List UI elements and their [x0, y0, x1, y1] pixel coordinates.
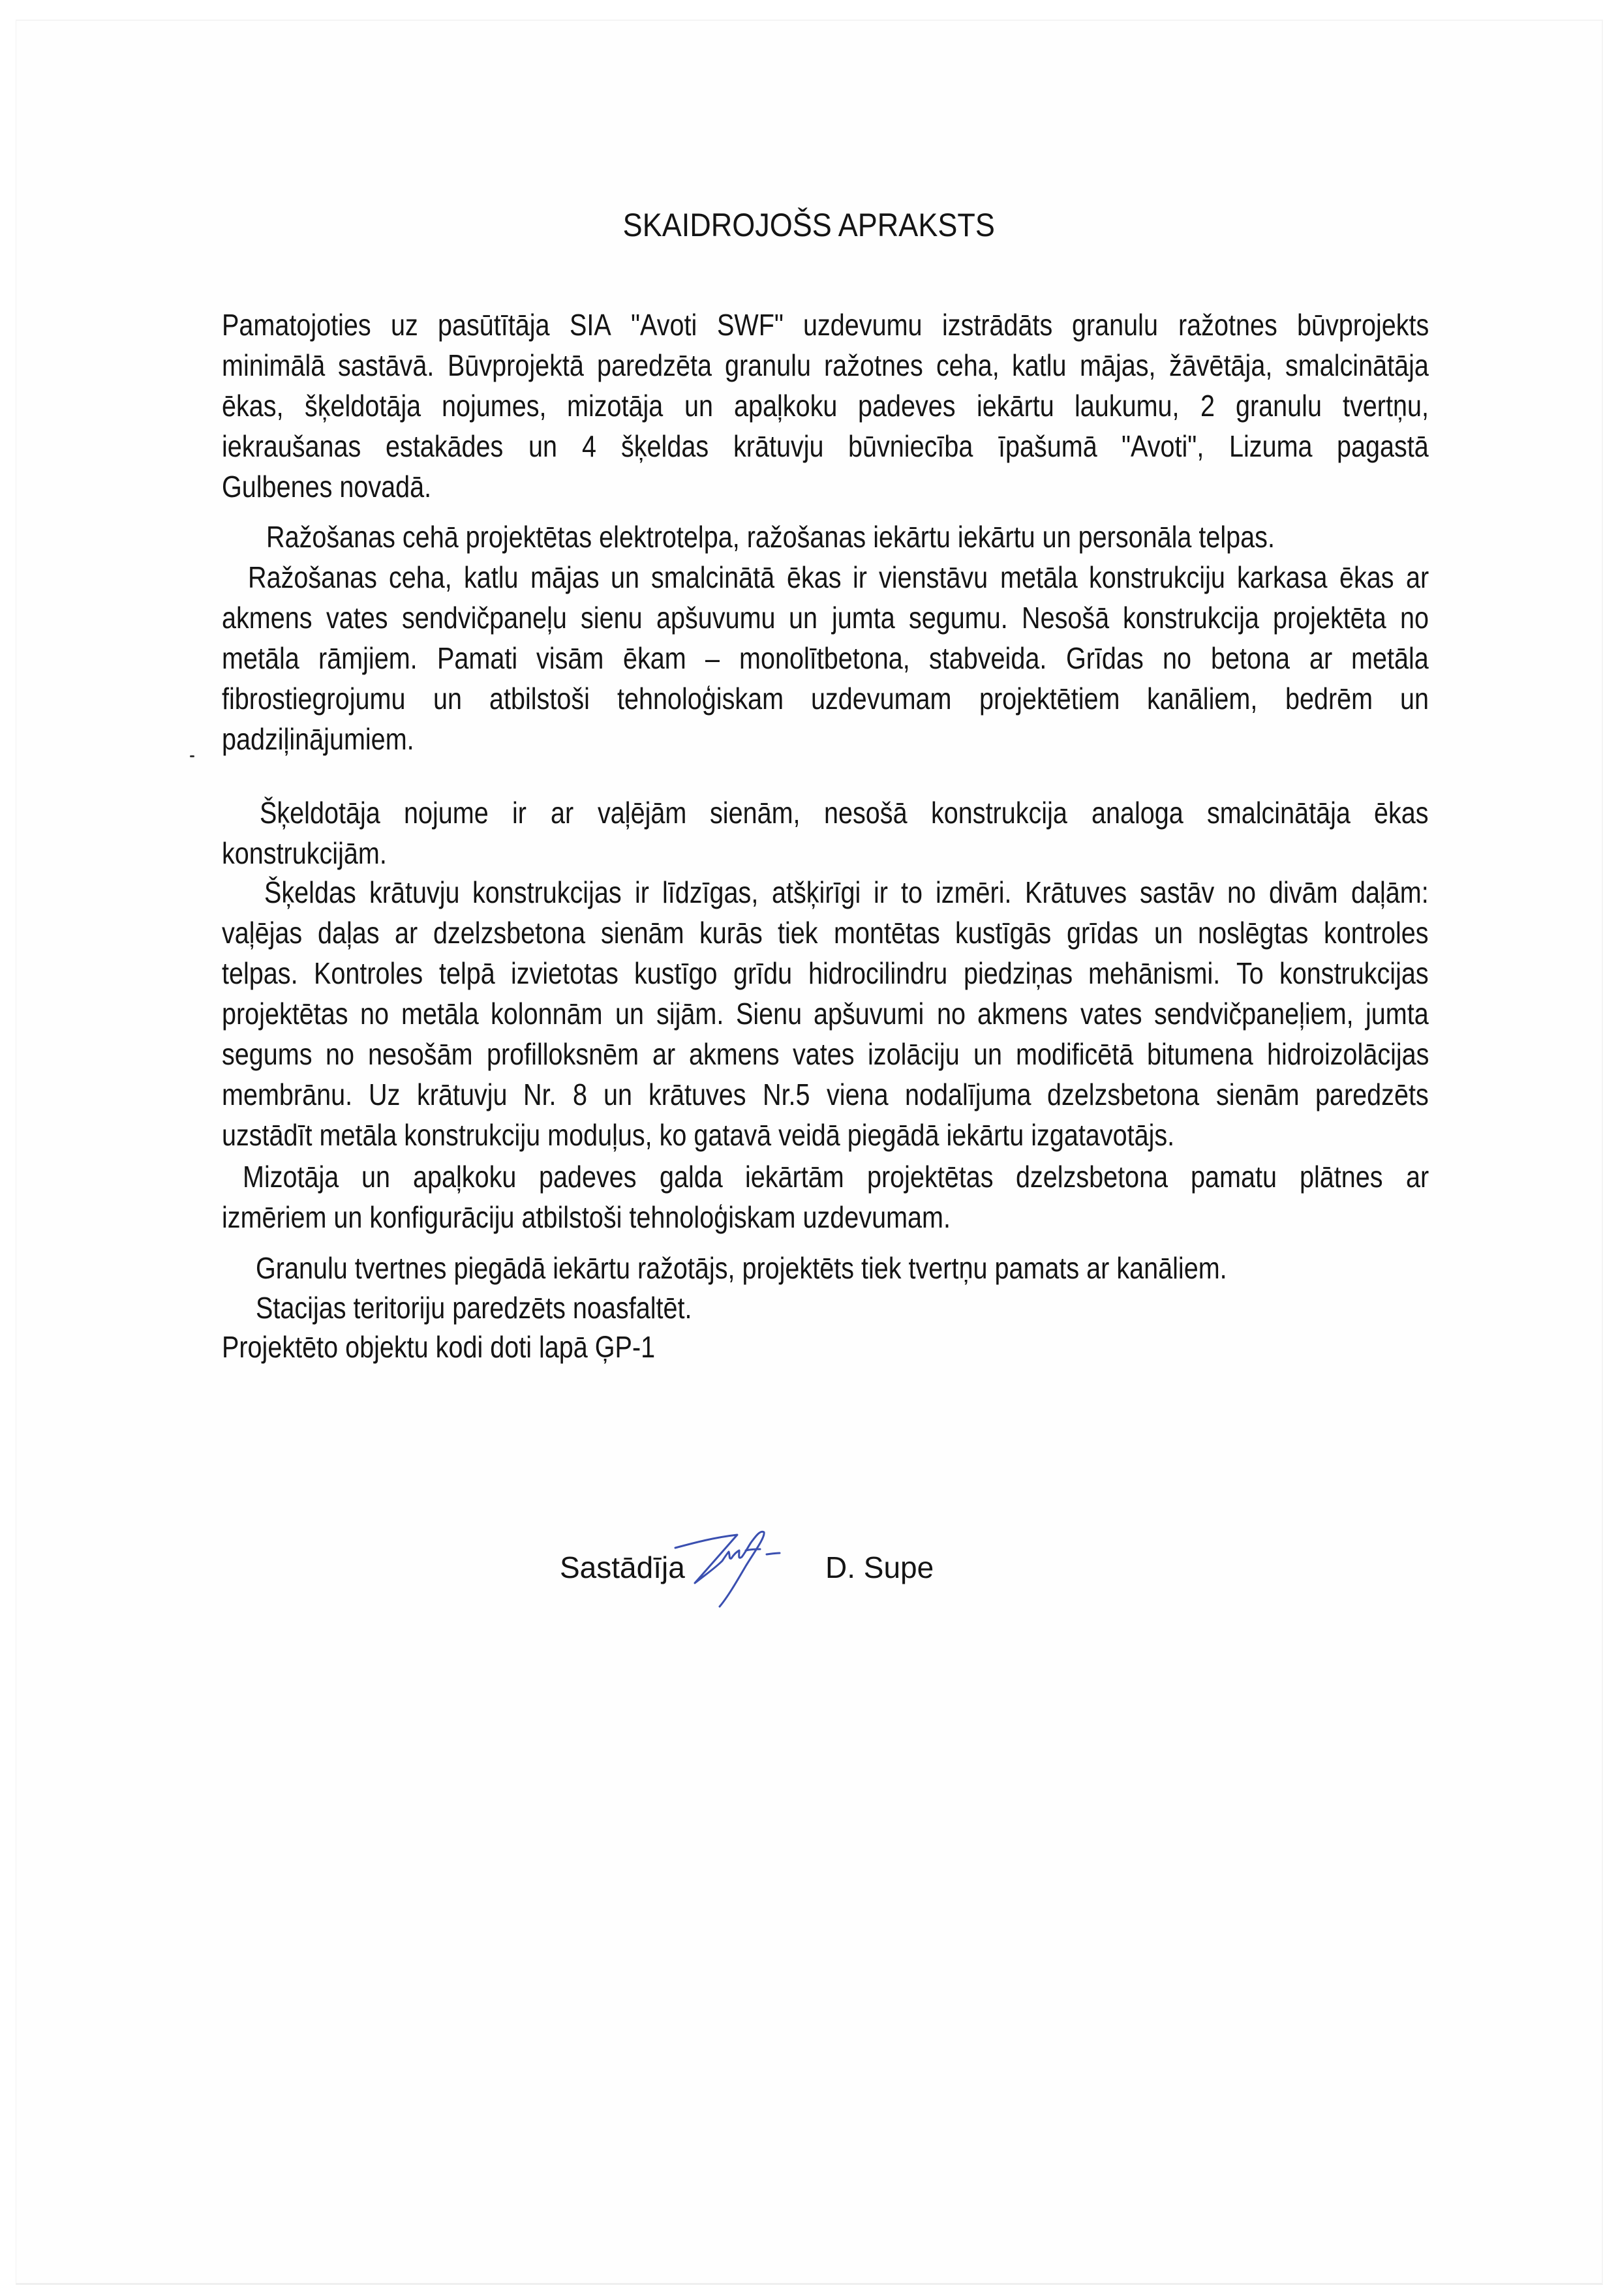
- text-line-content: Šķeldas krātuvju konstrukcijas ir līdzīgas, atšķirīgi ir to izmēri. Krātuves sastāv no divām daļām:: [264, 875, 1429, 909]
- text-line: [222, 955, 1429, 991]
- text-line-content: konstrukcijām.: [222, 836, 387, 870]
- text-line-content: minimālā sastāvā. Būvprojektā paredzēta granulu ražotnes ceha, katlu mājas, žāvētāja, smalcinātāja: [222, 348, 1429, 382]
- text-line: [222, 835, 1429, 871]
- text-line-content: fibrostiegrojumu un atbilstoši tehnoloģiskam uzdevumam projektētiem kanāliem, bedrēm un: [222, 682, 1429, 716]
- text-line: [222, 1036, 1429, 1072]
- text-line: [222, 307, 1429, 343]
- text-line: [222, 995, 1429, 1032]
- document-title-text: SKAIDROJOŠS APRAKSTS: [622, 207, 996, 243]
- text-line-content: Ražošanas ceha, katlu mājas un smalcinātā ēkas ir vienstāvu metāla konstrukciju karkasa ēkas ar: [248, 560, 1429, 594]
- text-line: [256, 1290, 1429, 1326]
- text-line-content: padziļinājumiem.: [222, 722, 414, 756]
- text-line: [266, 519, 1429, 555]
- text-line: [222, 599, 1429, 636]
- text-line-content: ēkas, šķeldotāja nojumes, mizotāja un apaļkoku padeves iekārtu laukumu, 2 granulu tvertņu,: [222, 389, 1429, 423]
- text-line: [222, 1329, 1429, 1365]
- text-line-content: Mizotāja un apaļkoku padeves galda iekārtām projektētas dzelzsbetona pamatu plātnes ar: [243, 1160, 1429, 1194]
- text-line-content: segums no nesošām profilloksnēm ar akmens vates izolāciju un modificētā bitumena hidroizolācijas: [222, 1037, 1429, 1071]
- text-line: [260, 794, 1429, 831]
- text-line-content: vaļējas daļas ar dzelzsbetona sienām kurās tiek montētas kustīgās grīdas un noslēgtas kontroles: [222, 916, 1429, 950]
- signature-label: Sastādīja: [560, 1550, 685, 1584]
- text-line-content: projektētas no metāla kolonnām un sijām. Sienu apšuvumi no akmens vates sendvičpaneļiem, jumta: [222, 997, 1429, 1031]
- text-line-content: membrānu. Uz krātuvju Nr. 8 un krātuves Nr.5 viena nodalījuma dzelzsbetona sienām paredzēts: [222, 1078, 1429, 1111]
- text-line: [222, 387, 1429, 424]
- signer-name: D. Supe: [825, 1550, 934, 1584]
- text-line: [222, 721, 1429, 757]
- text-line: [222, 428, 1429, 464]
- document-title: [0, 206, 1618, 244]
- text-line-content: Stacijas teritoriju paredzēts noasfaltēt.: [256, 1291, 692, 1325]
- text-line: [222, 680, 1429, 717]
- text-line-content: izmēriem un konfigurāciju atbilstoši tehnoloģiskam uzdevumam.: [222, 1200, 951, 1234]
- text-line-content: iekraušanas estakādes un 4 šķeldas krātuvju būvniecība īpašumā "Avoti", Lizuma pagastā: [222, 429, 1429, 463]
- margin-mark: [190, 755, 194, 757]
- text-line-content: Granulu tvertnes piegādā iekārtu ražotājs, projektēts tiek tvertņu pamats ar kanāliem.: [256, 1251, 1227, 1285]
- text-line: [222, 1076, 1429, 1113]
- text-line: [264, 874, 1429, 911]
- text-line: [248, 559, 1429, 596]
- text-line-content: Gulbenes novadā.: [222, 470, 432, 504]
- text-line: [222, 1199, 1429, 1235]
- text-line: [222, 1117, 1429, 1153]
- text-line-content: Projektēto objektu kodi doti lapā ĢP-1: [222, 1330, 656, 1364]
- text-line-content: Pamatojoties uz pasūtītāja SIA "Avoti SWF" uzdevumu izstrādāts granulu ražotnes būvprojekts: [222, 308, 1429, 342]
- text-line: [243, 1158, 1429, 1195]
- text-line: [222, 640, 1429, 676]
- text-line: [222, 347, 1429, 384]
- text-line-content: Šķeldotāja nojume ir ar vaļējām sienām, nesošā konstrukcija analoga smalcinātāja ēkas: [260, 796, 1429, 830]
- handwritten-signature: [669, 1523, 819, 1614]
- text-line-content: Ražošanas cehā projektētas elektrotelpa, ražošanas iekārtu iekārtu un personāla telpas.: [266, 520, 1275, 554]
- text-line-content: metāla rāmjiem. Pamati visām ēkam – monolītbetona, stabveida. Grīdas no betona ar metāla: [222, 641, 1429, 675]
- text-line: [222, 914, 1429, 951]
- text-line: [256, 1250, 1429, 1286]
- text-line-content: telpas. Kontroles telpā izvietotas kustīgo grīdu hidrocilindru piedziņas mehānismi. To konstrukcijas: [222, 956, 1429, 990]
- text-line: [222, 468, 1429, 505]
- text-line-content: uzstādīt metāla konstrukciju moduļus, ko gatavā veidā piegādā iekārtu izgatavotājs.: [222, 1118, 1175, 1152]
- text-line-content: akmens vates sendvičpaneļu sienu apšuvumu un jumta segumu. Nesošā konstrukcija projektēta no: [222, 601, 1429, 635]
